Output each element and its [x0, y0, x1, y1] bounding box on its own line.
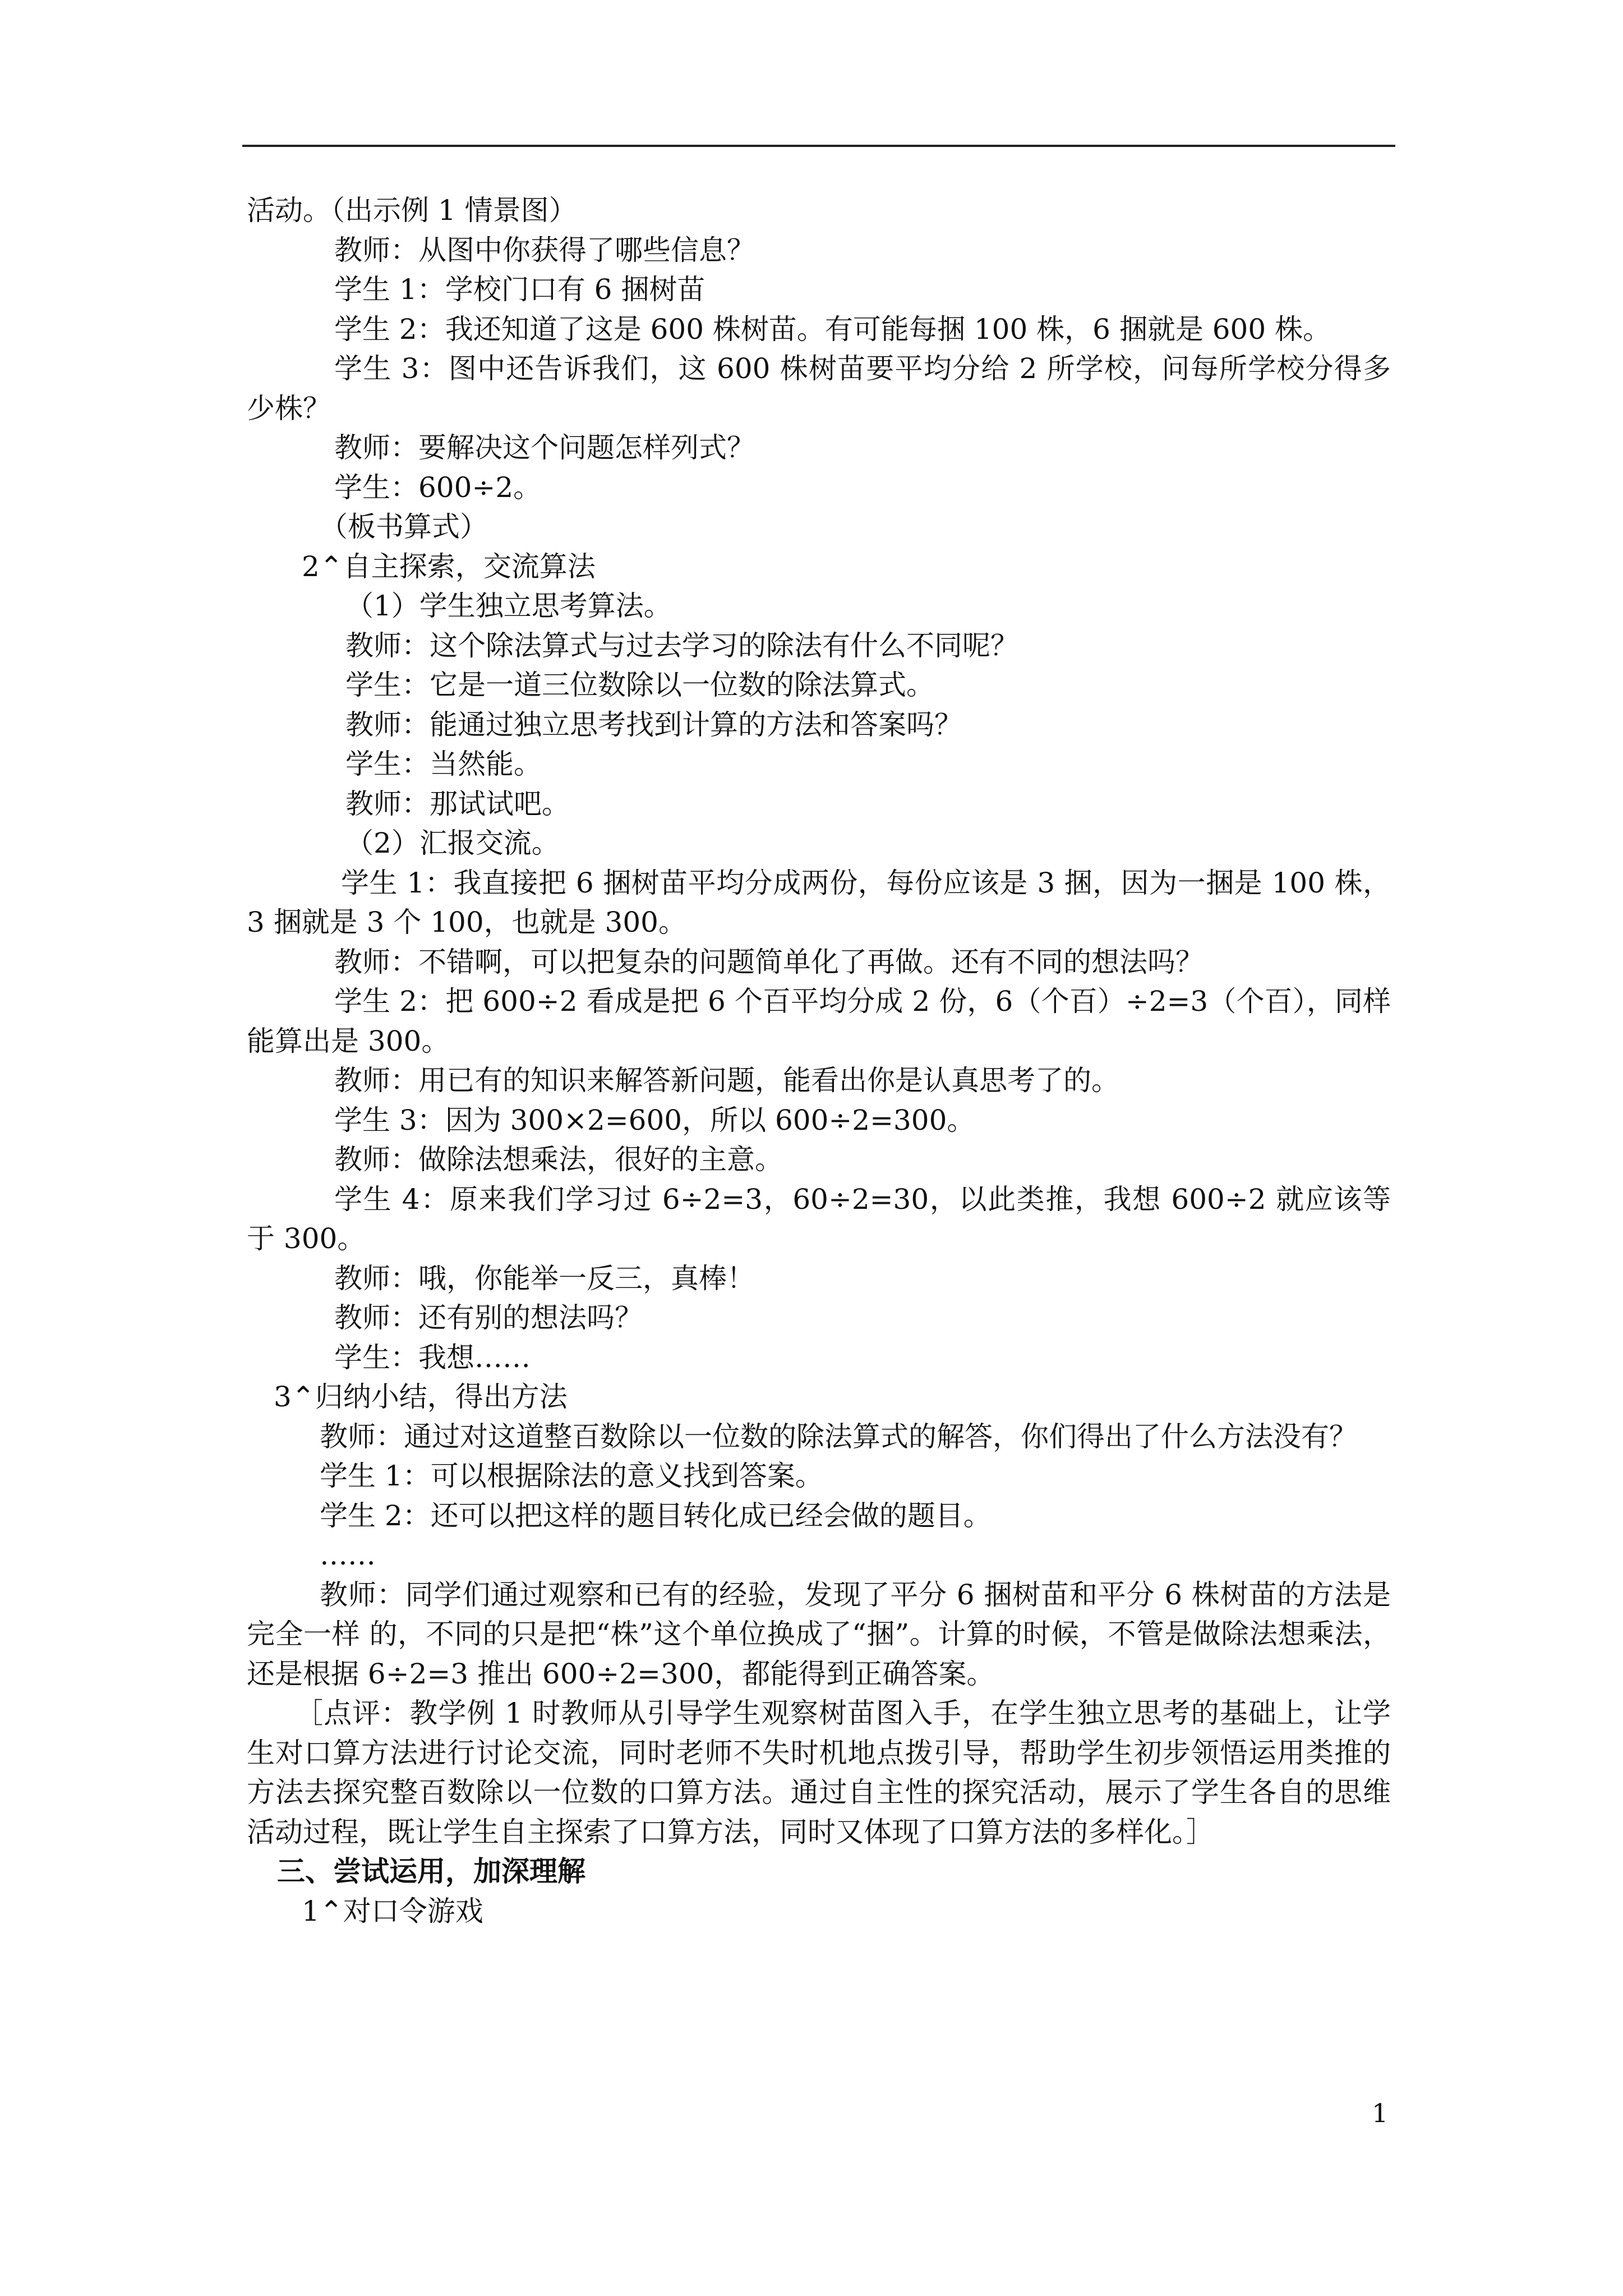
text-paragraph: 学生 3：图中还告诉我们，这 600 株树苗要平均分给 2 所学校，问每所学校分得多少株？	[247, 352, 1391, 425]
text-line: 教师：通过对这道整百数除以一位数的除法算式的解答，你们得出了什么方法没有？	[320, 1420, 1357, 1453]
text-line: 学生 3：因为 300×2=600，所以 600÷2=300。	[334, 1103, 975, 1137]
text-line: 学生：它是一道三位数除以一位数的除法算式。	[345, 669, 934, 701]
text-paragraph: 学生 2：把 600÷2 看成是把 6 个百平均分成 2 份，6（个百）÷2=3（个百），同样能算出是 300。	[247, 985, 1391, 1057]
text-line: 教师：哦，你能举一反三，真棒！	[334, 1262, 755, 1295]
text-line: 教师：用已有的知识来解答新问题，能看出你是认真思考了的。	[334, 1064, 1119, 1097]
section-heading: 三、尝试运用，加深理解	[277, 1855, 585, 1888]
text-line: 教师：那试试吧。	[345, 787, 570, 820]
section-subheading: 2⌃自主探索，交流算法	[302, 550, 596, 583]
text-line: 活动。（出示例 1 情景图）	[247, 194, 577, 227]
text-line: 学生 1：可以根据除法的意义找到答案。	[320, 1460, 823, 1492]
commentary-paragraph: ［点评：教学例 1 时教师从引导学生观察树苗图入手，在学生独立思考的基础上，让学生对口算方法进行讨论交流，同时老师不失时机地点拨引导，帮助学生初步领悟运用类推的方法去探究整百数除以一位数的口算方法。通过自主性的探究活动，展示了学生各自的思维活动过程，既让学生自主探索了口算方法，同时又体现了口算方法的多样化。］	[247, 1697, 1391, 1848]
text-line: 教师：这个除法算式与过去学习的除法有什么不同呢？	[345, 629, 1018, 662]
text-line: （2）汇报交流。	[345, 827, 560, 859]
text-line: 学生 2：我还知道了这是 600 株树苗。有可能每捆 100 株，6 捆就是 600 株。	[334, 312, 1331, 346]
text-line: 教师：还有别的想法吗？	[334, 1301, 643, 1334]
section-subheading: 1⌃对口令游戏	[302, 1894, 483, 1927]
text-line: 教师：能通过独立思考找到计算的方法和答案吗？	[345, 708, 962, 741]
text-paragraph: 学生 1：我直接把 6 捆树苗平均分成两份，每份应该是 3 捆，因为一捆是 100 株，3 捆就是 3 个 100，也就是 300。	[247, 866, 1391, 938]
text-line: 教师：做除法想乘法，很好的主意。	[334, 1143, 783, 1176]
text-line: 学生：我想……	[334, 1341, 531, 1374]
text-line: （1）学生独立思考算法。	[345, 590, 672, 622]
text-line: 学生 2：还可以把这样的题目转化成已经会做的题目。	[320, 1499, 992, 1532]
header-rule	[242, 145, 1395, 147]
text-line: 教师：要解决这个问题怎样列式？	[334, 431, 755, 464]
text-line: 教师：不错啊，可以把复杂的问题简单化了再做。还有不同的想法吗？	[334, 945, 1204, 978]
page-number: 1	[1372, 2098, 1389, 2128]
text-line: 学生：600÷2。	[334, 471, 542, 504]
text-paragraph: 学生 4：原来我们学习过 6÷2=3，60÷2=30，以此类推，我想 600÷2 就应该等于 300。	[247, 1182, 1391, 1255]
text-line: 学生：当然能。	[345, 748, 542, 780]
text-line: 学生 1：学校门口有 6 捆树苗	[334, 273, 706, 306]
document-body	[247, 191, 1391, 1931]
text-line: ……	[320, 1539, 376, 1571]
text-line: 教师：从图中你获得了哪些信息？	[334, 233, 755, 266]
text-line: （板书算式）	[320, 510, 488, 543]
text-paragraph: 教师：同学们通过观察和已有的经验，发现了平分 6 捆树苗和平分 6 株树苗的方法是完全一样 的，不同的只是把“株”这个单位换成了“捆”。计算的时候，不管是做除法想乘法，还是根据 6÷2=3 推出 600÷2=300，都能得到正确答案。	[247, 1578, 1391, 1690]
section-subheading: 3⌃归纳小结，得出方法	[274, 1381, 568, 1413]
